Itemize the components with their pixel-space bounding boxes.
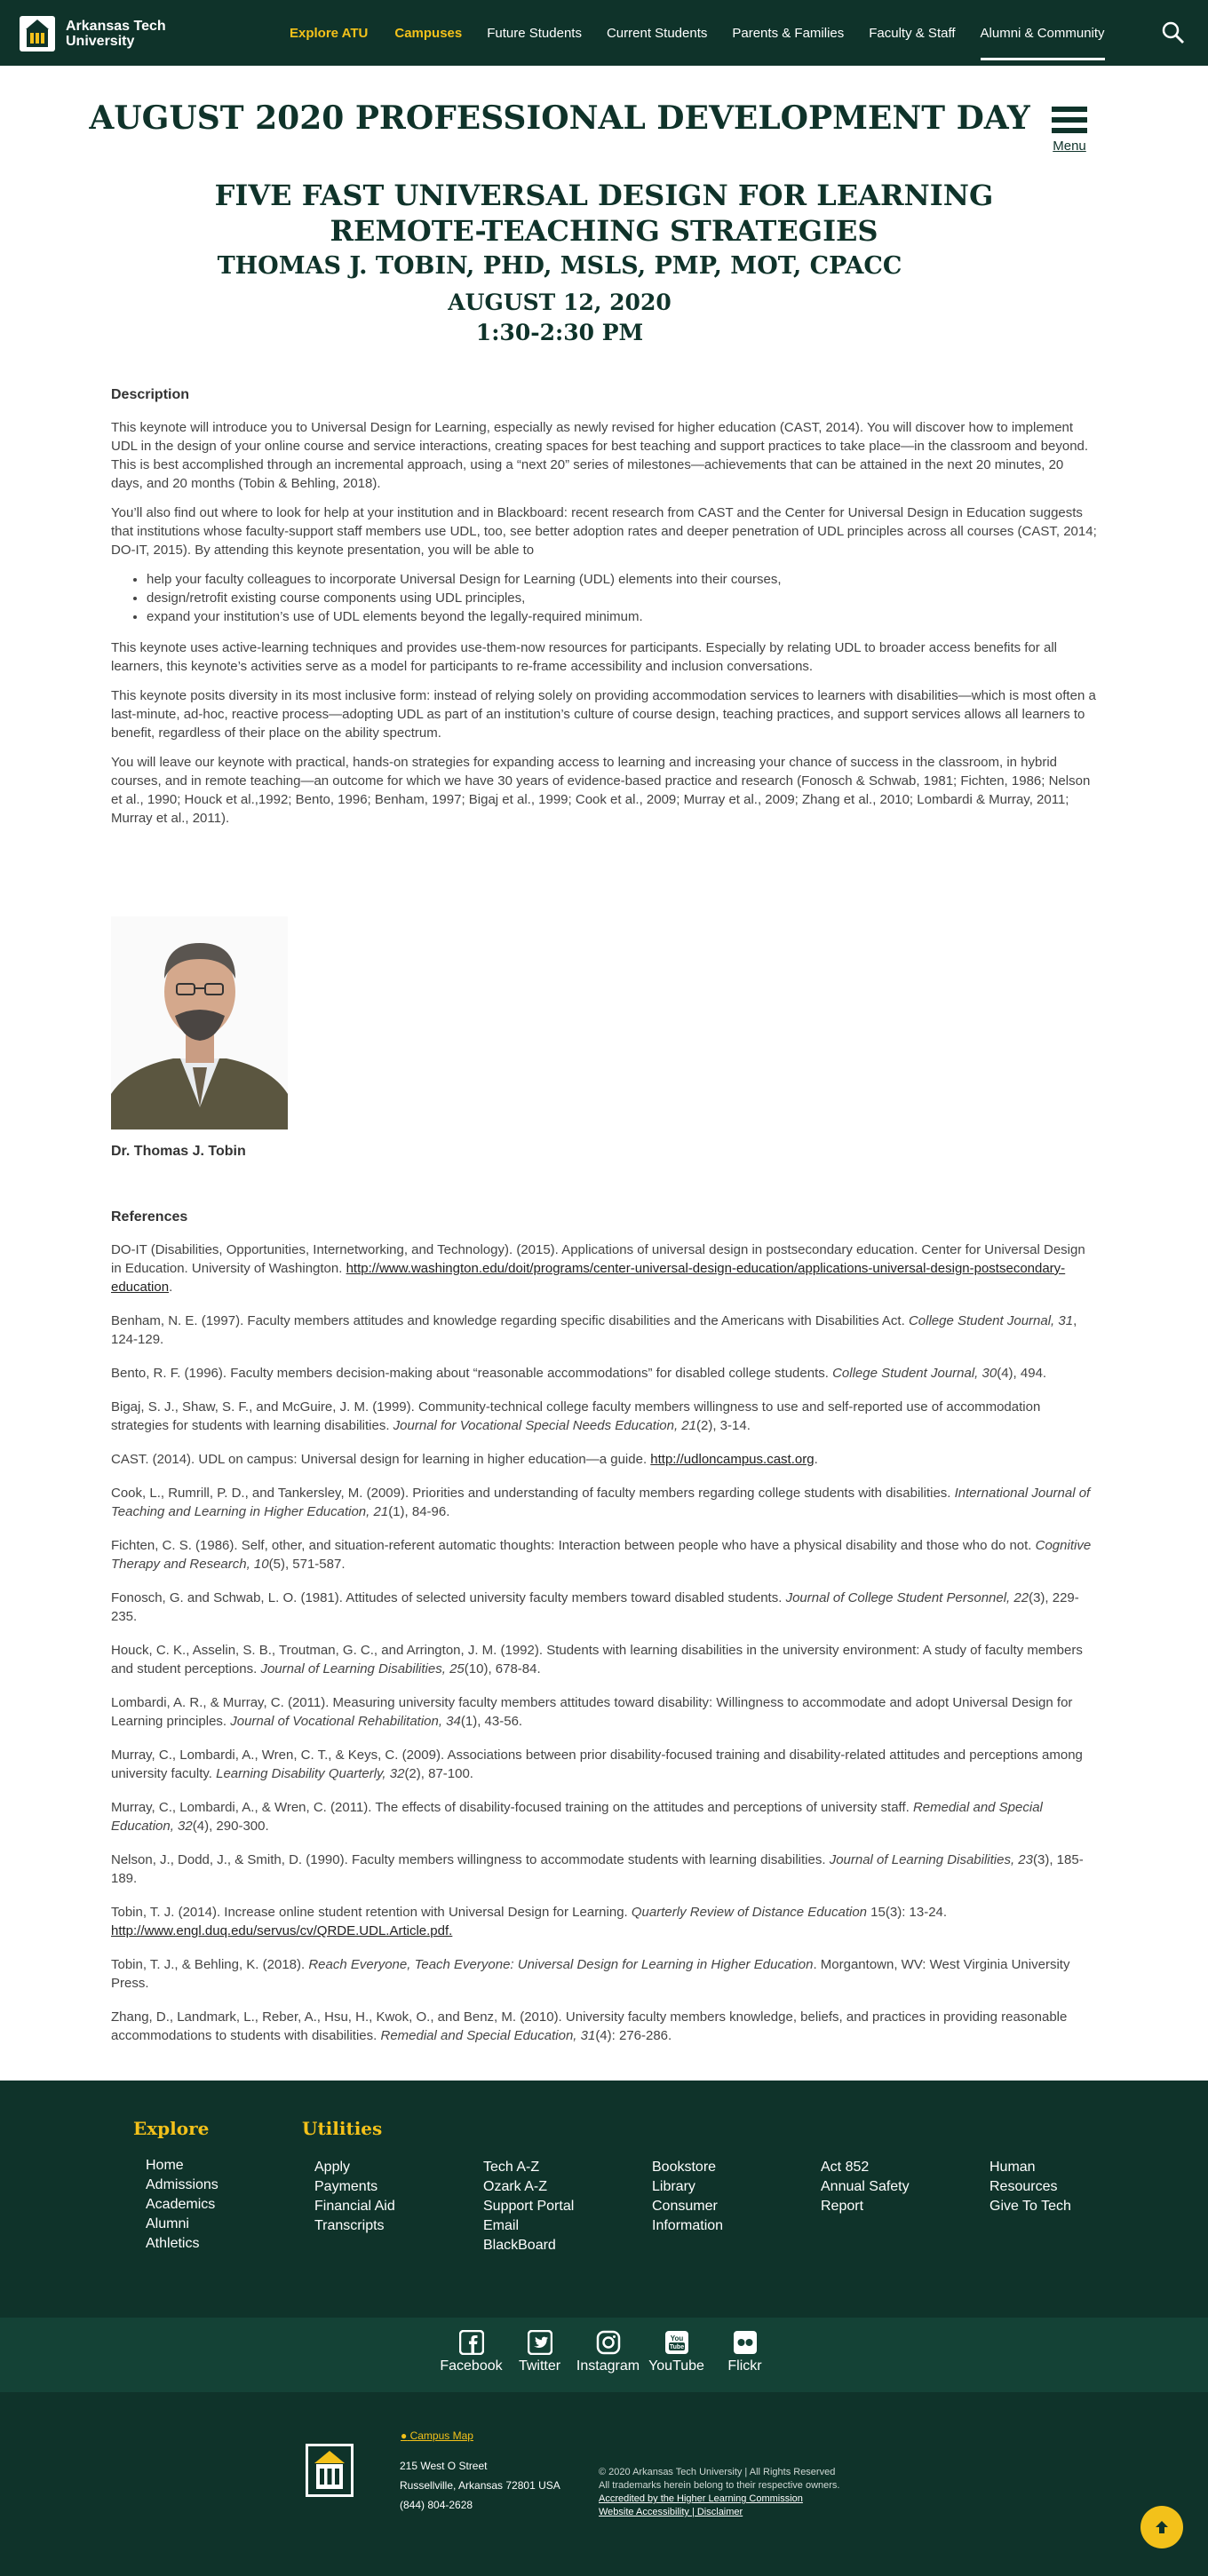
atu-logo[interactable] (20, 16, 166, 52)
footer-address (400, 2456, 560, 2515)
menu-label: Menu (1053, 139, 1086, 154)
reference-tail: (1), 43-56. (460, 1714, 523, 1729)
facebook-icon (459, 2330, 484, 2355)
event-date: AUGUST 12, 2020 (448, 289, 672, 315)
reference-tail: (4): 276-286. (595, 2028, 672, 2043)
reference-item (111, 1450, 1097, 1469)
reference-text: Fichten, C. S. (1986). Self, other, and situation-referent automatic thoughts: Interaction between people who have a physical disability and those who do not. (111, 1538, 1036, 1553)
footer-utilities-col-3 (652, 2158, 723, 2236)
reference-text: Bento, R. F. (1996). Faculty members decision-making about “reasonable accommodations” for disabled college students. (111, 1366, 833, 1381)
reference-item (111, 1398, 1097, 1435)
social-facebook[interactable] (437, 2330, 505, 2374)
reference-tail: (2), 3-14. (696, 1418, 751, 1433)
description-heading: Description (111, 387, 190, 402)
svg-text:You: You (670, 2334, 683, 2342)
social-links (437, 2330, 779, 2374)
reference-item (111, 1851, 1097, 1888)
nav-future-students[interactable]: Future Students (487, 25, 582, 41)
footer-link-give-to-tech[interactable]: Give To Tech (989, 2199, 1071, 2214)
list-item: • help your faculty colleagues to incorporate Universal Design for Learning (UDL) elements into their courses, (147, 570, 1097, 589)
footer-link-bookstore[interactable]: Bookstore (652, 2160, 717, 2175)
description-paragraph-3: This keynote uses active-learning techniques and provides use-them-now resources for participants. Especially by relating UDL to broader access benefits for all learners, this keynote’s activities serve as a model for participants to re-frame accessibility and inclusion conversations. (111, 640, 1057, 674)
logo-text (66, 19, 166, 49)
reference-source: Learning Disability Quarterly, 32 (216, 1766, 405, 1781)
reference-tail: (3), 185-189. (111, 1852, 1084, 1886)
reference-source: Cognitive Therapy and Research, 10 (111, 1538, 1092, 1572)
logo-line2: University (66, 34, 135, 49)
footer-explore-heading: Explore (133, 2118, 210, 2139)
footer-link-alumni[interactable]: Alumni (146, 2216, 189, 2231)
social-twitter[interactable] (505, 2330, 574, 2374)
campus-map-link[interactable] (401, 2429, 473, 2442)
footer-link-consumer[interactable]: Consumer (652, 2199, 718, 2214)
event-time: 1:30-2:30 PM (475, 320, 644, 345)
reference-text: Houck, C. K., Asselin, S. B., Troutman, G. C., and Arrington, J. M. (1992). Students with learning disabilities in the university environment: A study of faculty members and student perceptions. (111, 1643, 1083, 1676)
reference-item (111, 1693, 1097, 1731)
reference-item (111, 2008, 1097, 2045)
footer-atu-logo[interactable] (306, 2444, 354, 2497)
nav-current-students[interactable]: Current Students (606, 25, 708, 41)
footer-utilities-col-2 (483, 2158, 574, 2255)
flickr-icon (733, 2330, 758, 2355)
trademark-text: All trademarks herein belong to their respective owners. (599, 2480, 840, 2491)
references-heading: References (111, 1209, 188, 1225)
reference-source: International Journal of Teaching and Learning in Higher Education, 21 (111, 1486, 1091, 1519)
reference-source: College Student Journal, 31 (908, 1313, 1074, 1328)
footer-link-apply[interactable]: Apply (314, 2160, 351, 2175)
reference-text: Tobin, T. J. (2014). Increase online student retention with Universal Design for Learning. (111, 1905, 632, 1920)
social-instagram[interactable] (574, 2330, 642, 2374)
footer-link-admissions[interactable]: Admissions (146, 2177, 219, 2192)
reference-source: Reach Everyone, Teach Everyone: Universal Design for Learning in Higher Education (308, 1957, 814, 1972)
description-paragraph-1: This keynote will introduce you to Universal Design for Learning, especially as newly revised for higher education (CAST, 2014). You will discover how to implement UDL in the design of your online course and service interactions, creating spaces for best teaching and support practices to take place—in the classroom and beyond. This is best accomplished through an incremental approach, using a “next 20” series of milestones—achievements that can be attained in the next 20 minutes, 20 days, and 20 months (Tobin & Behling, 2018). (111, 420, 1089, 491)
reference-text: Fonosch, G. and Schwab, L. O. (1981). Attitudes of selected university faculty members toward disabled students. (111, 1590, 786, 1605)
description-paragraph-2: You’ll also find out where to look for help at your institution and in Blackboard: recent research from CAST and the Center for Universal Design in Education suggests that institutions whose faculty-support staff members use UDL, too, see better adoption rates and deeper penetration of UDL principles across all courses (CAST, 2014; DO-IT, 2015). By attending this keynote presentation, you will be able to (111, 505, 1097, 558)
accessibility-disclaimer-link[interactable]: Website Accessibility | Disclaimer (599, 2507, 743, 2517)
reference-source: Journal of Vocational Rehabilitation, 34 (230, 1714, 461, 1729)
reference-item (111, 1641, 1097, 1678)
learning-outcomes-list (147, 570, 1097, 626)
footer-link-support-portal[interactable]: Support Portal (483, 2199, 575, 2214)
reference-item (111, 1903, 1097, 1940)
footer-utilities-col-1 (314, 2158, 395, 2236)
campus-map-label: Campus Map (409, 2429, 473, 2442)
footer-link-transcripts[interactable]: Transcripts (314, 2218, 385, 2233)
social-label: Twitter (518, 2358, 561, 2374)
footer-link-act-852[interactable]: Act 852 (821, 2160, 870, 2175)
menu-button[interactable] (1048, 107, 1091, 154)
accreditation-link[interactable]: Accredited by the Higher Learning Commission (599, 2493, 803, 2504)
reference-item (111, 1955, 1097, 1993)
speaker-name: THOMAS J. TOBIN, PHD, MSLS, PMP, MOT, CPACC (217, 252, 902, 280)
footer-link-annual-safety[interactable]: Annual Safety (821, 2179, 910, 2194)
nav-campuses[interactable]: Campuses (394, 25, 463, 41)
address-line-2: Russellville, Arkansas 72801 USA (400, 2479, 560, 2492)
youtube-icon (664, 2330, 689, 2355)
reference-tail: (4), 290-300. (192, 1819, 269, 1834)
footer-link-payments[interactable]: Payments (314, 2179, 378, 2194)
copyright-text: © 2020 Arkansas Tech University | All Rights Reserved (599, 2467, 836, 2477)
reference-tail: (2), 87-100. (404, 1766, 473, 1781)
social-label: YouTube (648, 2358, 704, 2374)
footer-link-report[interactable]: Report (821, 2199, 864, 2214)
description-section (111, 385, 1097, 838)
footer-link-information[interactable]: Information (652, 2218, 724, 2233)
reference-source: Journal for Vocational Special Needs Education, 21 (393, 1418, 696, 1433)
address-line-1: 215 West O Street (400, 2460, 488, 2472)
photo-caption: Dr. Thomas J. Tobin (111, 1144, 246, 1159)
reference-source: Remedial and Special Education, 31 (380, 2028, 596, 2043)
main-nav (290, 0, 1105, 66)
reference-tail: (1), 84-96. (388, 1504, 450, 1519)
reference-source: College Student Journal, 30 (832, 1366, 997, 1381)
references-section (111, 1208, 1097, 2060)
footer-link-ozark-a-z[interactable]: Ozark A-Z (483, 2179, 548, 2194)
reference-text: CAST. (2014). UDL on campus: Universal design for learning in higher education—a guide. (111, 1452, 651, 1467)
footer-link-resources[interactable]: Resources (989, 2179, 1058, 2194)
reference-text: Murray, C., Lombardi, A., Wren, C. T., & Keys, C. (2009). Associations between prior disability-focused training and disability-related attitudes and perceptions among university faculty. (111, 1748, 1083, 1781)
reference-source: Journal of Learning Disabilities, 25 (260, 1661, 465, 1676)
footer-legal (599, 2466, 839, 2519)
footer-explore-links (146, 2156, 219, 2254)
search-icon[interactable] (1162, 21, 1185, 44)
footer-utilities-heading: Utilities (302, 2118, 383, 2139)
reference-item (111, 1589, 1097, 1626)
footer-link-academics[interactable]: Academics (146, 2197, 216, 2212)
social-label: Flickr (727, 2358, 762, 2374)
reference-text: Zhang, D., Landmark, L., Reber, A., Hsu, H., Kwok, O., and Benz, M. (2010). University faculty members knowledge, beliefs, and practices in providing reasonable accommodations to students with disabilities. (111, 2009, 1068, 2043)
reference-text: Benham, N. E. (1997). Faculty members attitudes and knowledge regarding specific disabilities and the Americans with Disabilities Act. (111, 1313, 909, 1328)
footer-link-blackboard[interactable]: BlackBoard (483, 2238, 556, 2253)
reference-item (111, 1746, 1097, 1783)
footer-link-email[interactable]: Email (483, 2218, 520, 2233)
arrow-up-icon (1153, 2518, 1171, 2536)
footer-link-tech-a-z[interactable]: Tech A-Z (483, 2160, 540, 2175)
footer-link-human[interactable]: Human (989, 2160, 1036, 2175)
reference-item (111, 1312, 1097, 1349)
reference-text: DO-IT (Disabilities, Opportunities, Internetworking, and Technology). (2015). Applications of universal design in postsecondary education. Center for Universal Design in Education. University of Washington. (111, 1242, 1085, 1276)
list-item: • expand your institution’s use of UDL elements beyond the legally-required minimum. (147, 607, 1097, 626)
reference-item (111, 1240, 1097, 1296)
social-label: Facebook (440, 2358, 503, 2374)
footer-link-library[interactable]: Library (652, 2179, 695, 2194)
logo-line1: Arkansas Tech (66, 19, 166, 34)
reference-link[interactable]: http://www.engl.duq.edu/servus/cv/QRDE.UDL.Article.pdf. (111, 1923, 453, 1938)
phone-number[interactable]: (844) 804-2628 (400, 2499, 473, 2511)
map-pin-icon: ● (401, 2429, 408, 2442)
reference-item (111, 1798, 1097, 1835)
social-flickr[interactable] (711, 2330, 779, 2374)
event-subtitle: FIVE FAST UNIVERSAL DESIGN FOR LEARNING REMOTE-TEACHING STRATEGIES (214, 178, 994, 248)
references-list (111, 1240, 1097, 2045)
social-label: Instagram (576, 2358, 640, 2374)
reference-tail: . Morgantown, WV: West Virginia University Press. (111, 1957, 1070, 1991)
reference-item (111, 1536, 1097, 1573)
nav-parents-families[interactable]: Parents & Families (732, 25, 845, 41)
nav-faculty-staff[interactable]: Faculty & Staff (869, 25, 956, 41)
reference-tail: (3), 229-235. (111, 1590, 1079, 1624)
atu-building-logo-icon (20, 16, 55, 52)
reference-text: Cook, L., Rumrill, P. D., and Tankersley, M. (2009). Priorities and understanding of faculty members regarding college students with disabilities. (111, 1486, 955, 1501)
description-paragraph-5: You will leave our keynote with practical, hands-on strategies for expanding access to learning and increasing your chance of success in the classroom, in hybrid courses, and in remote teaching—an outcome for which we have 30 years of evidence-based practice and research (Fonosch & Schwab, 1981; Fichten, 1986; Nelson et al., 1990; Houck et al.,1992; Bento, 1996; Benham, 1997; Bigaj et al., 1999; Cook et al., 2009; Murray et al., 2009; Zhang et al., 2010; Lombardi & Murray, 2011; Murray et al., 2011). (111, 755, 1091, 826)
footer-utilities-col-5 (989, 2158, 1071, 2216)
nav-explore-atu[interactable]: Explore ATU (290, 25, 369, 41)
footer-link-athletics[interactable]: Athletics (146, 2236, 200, 2251)
reference-item (111, 1364, 1097, 1383)
twitter-icon (528, 2330, 552, 2355)
reference-tail: (4), 494. (997, 1366, 1047, 1381)
top-navigation-bar (0, 0, 1208, 66)
instagram-icon (596, 2330, 621, 2355)
reference-tail: 15(3): 13-24. (867, 1905, 948, 1920)
speaker-photo (111, 916, 288, 1129)
reference-tail: (5), 571-587. (268, 1557, 346, 1572)
reference-source: Journal of Learning Disabilities, 23 (829, 1852, 1033, 1867)
reference-link[interactable]: http://udloncampus.cast.org (650, 1452, 815, 1467)
reference-tail: (10), 678-84. (464, 1661, 541, 1676)
reference-link[interactable]: http://www.washington.edu/doit/programs/center-universal-design-education/applications-universal-design-postsecondary-education (111, 1261, 1066, 1295)
reference-text: Murray, C., Lombardi, A., & Wren, C. (2011). The effects of disability-focused training on the attitudes and perceptions of university staff. (111, 1800, 913, 1815)
social-youtube[interactable] (642, 2330, 711, 2374)
reference-tail: . (814, 1452, 818, 1467)
nav-alumni-community[interactable]: Alumni & Community (980, 25, 1105, 41)
reference-item (111, 1484, 1097, 1521)
reference-text: Nelson, J., Dodd, J., & Smith, D. (1990). Faculty members willingness to accommodate students with learning disabilities. (111, 1852, 830, 1867)
reference-text: Bigaj, S. J., Shaw, S. F., and McGuire, J. M. (1999). Community-technical college faculty members willingness to use and self-reported use of accommodation strategies for students with learning disabilities. (111, 1399, 1041, 1433)
reference-text: Lombardi, A. R., & Murray, C. (2011). Measuring university faculty members attitudes toward disability: Willingness to accommodate and adopt Universal Design for Learning principles. (111, 1695, 1073, 1729)
reference-text: Tobin, T. J., & Behling, K. (2018). (111, 1957, 309, 1972)
reference-tail: , 124-129. (111, 1313, 1077, 1347)
back-to-top-button[interactable] (1140, 2506, 1183, 2548)
reference-source: Quarterly Review of Distance Education (631, 1905, 868, 1920)
footer-link-home[interactable]: Home (146, 2158, 184, 2173)
page-title: AUGUST 2020 PROFESSIONAL DEVELOPMENT DAY (89, 99, 1030, 137)
reference-tail: . (169, 1280, 173, 1295)
reference-source: Remedial and Special Education, 32 (111, 1800, 1043, 1834)
hamburger-icon (1048, 107, 1091, 133)
description-paragraph-4: This keynote posits diversity in its most inclusive form: instead of relying solely on providing accommodation services to learners with disabilities—which is most often a last-minute, ad-hoc, reactive process—adopting UDL as part of an institution’s culture of course design, teaching practices, and support services allows all learners to benefit, regardless of their place on the ability spectrum. (111, 688, 1096, 741)
list-item: • design/retrofit existing course components using UDL principles, (147, 589, 1097, 607)
footer-link-financial-aid[interactable]: Financial Aid (314, 2199, 395, 2214)
svg-text:Tube: Tube (669, 2344, 684, 2350)
footer-utilities-col-4 (821, 2158, 910, 2216)
reference-source: Journal of College Student Personnel, 22 (785, 1590, 1029, 1605)
